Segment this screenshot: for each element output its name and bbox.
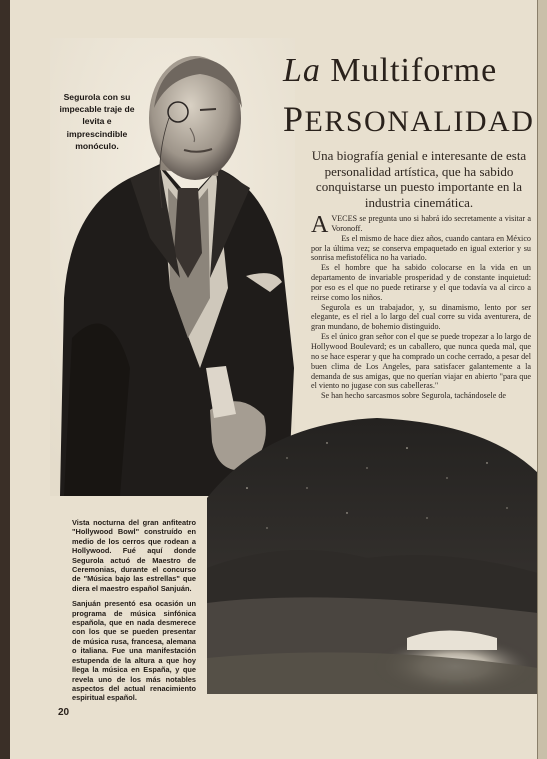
paragraph-6: Se han hecho sarcasmos sobre Segurola, tachándosele de [321,391,507,401]
paragraph-5: Es el único gran señor con el que se puede tropezar a lo largo de Hollywood Boulevard; es un caballero, que nunca queda mal, que no se hace esperar y que ha comprado un coche cerrado, a pesar del buen clima de Los Angeles, para satisfacer galantemente a la demanda de sus amigas, que no querían viajar en abierto "para que el viento no jugase con sus cabelleras." [311,332,531,391]
title-word-multiforme: Multiforme [330,52,498,89]
title-article: La [283,52,321,89]
portrait-caption: Segurola con su impecable traje de levita e imprescindible monóculo. [59,92,135,151]
magazine-page [10,0,538,759]
hollywood-bowl-photo [207,418,538,694]
bowl-caption-p1: Vista nocturna del gran anfiteatro "Hollywood Bowl" construído en medio de los cerros que rodean a Hollywood. Fué aquí donde Segurola actuó de Maestro de Ceremonias, durante el concurso de "Música bajo las estrellas" que diera el maestro español Sanjuán. [72,518,196,593]
paragraph-3: Es el hombre que ha sabido colocarse en la vida en un departamento de invariable prosperidad y de constante inquietud: por eso es el que no puede retirarse y el que todavía va al circo a reirse como los niños. [311,263,531,302]
page-edge [537,0,547,759]
book-binding [0,0,10,759]
article-body [311,214,531,401]
drop-cap: A [311,212,329,238]
paragraph-2: Es el mismo de hace diez años, cuando cantara en México por la última vez; se conserva empaquetado en igual exterior y su sonrisa mefistofélica no ha variado. [311,233,531,263]
paragraph-4: Segurola es un trabajador, y, su dinamismo, lento por ser elegante, es el riel a lo largo del cual corre su vida aventurera, de gran mundano, de bohemio distinguido. [311,302,531,332]
article-title-line2 [283,98,538,140]
bowl-caption-p2: Sanjuán presentó esa ocasión un programa de música sinfónica española, que en nada desmerece con los que se pueden presentar de música rusa, francesa, alemana o italiana. Fue una manifestación estupenda de la altura a que hoy llega la música en España, y que revela uno de los más notables aspectos del actual renacimiento espiritual español. [72,599,196,703]
bowl-caption [72,518,196,709]
article-subtitle: Una biografía genial e interesante de esta personalidad artística, que ha sabido conquistarse un puesto importante en la industria cinemática. [311,148,527,210]
page-number: 20 [58,707,70,718]
title-initial: P [283,99,305,139]
title-word-personalidad: ERSONALIDAD [304,105,535,138]
paragraph-1-text: VECES se pregunta uno si habrá ido secretamente a visitar a Voronoff. [331,214,531,233]
paragraph-1 [311,212,531,238]
article-title-line1 [283,52,538,90]
